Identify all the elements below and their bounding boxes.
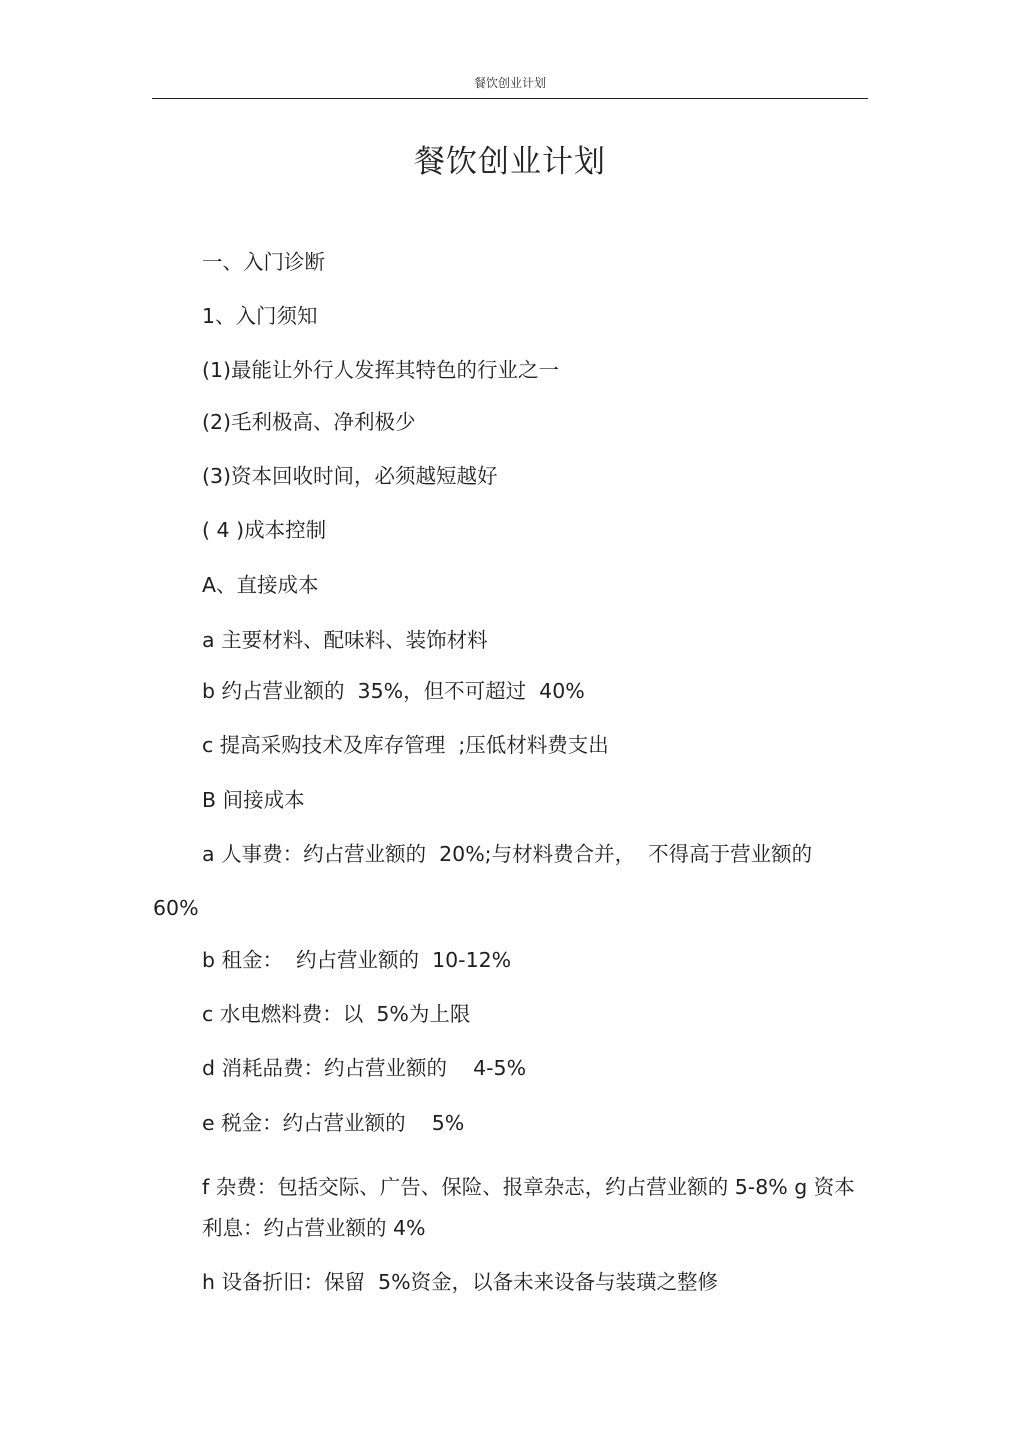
body-line: a 人事费：约占营业额的 20%;与材料费合并， 不得高于营业额的 xyxy=(202,842,813,866)
body-line: (2)毛利极高、净利极少 xyxy=(202,410,416,434)
body-paragraph: f 杂费：包括交际、广告、保险、报章杂志，约占营业额的 5-8% g 资本利息：约占营业额的 4% xyxy=(202,1175,855,1240)
subsection-heading: 1、入门须知 xyxy=(202,304,318,328)
body-line: a 主要材料、配味料、装饰材料 xyxy=(202,628,488,652)
body-line: A、直接成本 xyxy=(202,573,319,597)
body-line: c 提高采购技术及库存管理 ;压低材料费支出 xyxy=(202,733,609,757)
section-heading: 一、入门诊断 xyxy=(202,250,325,274)
body-line: h 设备折旧：保留 5%资金，以备未来设备与装璜之整修 xyxy=(202,1270,719,1294)
body-line: ( 4 )成本控制 xyxy=(202,518,327,542)
body-line-continuation: 60% xyxy=(153,896,199,920)
body-line: b 租金： 约占营业额的 10-12% xyxy=(202,948,512,972)
body-line: d 消耗品费：约占营业额的 4-5% xyxy=(202,1056,527,1080)
body-line: B 间接成本 xyxy=(202,788,305,812)
document-title: 餐饮创业计划 xyxy=(414,144,606,180)
body-line: c 水电燃料费：以 5%为上限 xyxy=(202,1002,471,1026)
body-line: e 税金：约占营业额的 5% xyxy=(202,1111,465,1135)
body-line: (1)最能让外行人发挥其特色的行业之一 xyxy=(202,358,560,382)
body-line: (3)资本回收时间，必须越短越好 xyxy=(202,464,498,488)
header-divider xyxy=(152,98,868,99)
running-header: 餐饮创业计划 xyxy=(473,76,546,90)
body-line: b 约占营业额的 35%，但不可超过 40% xyxy=(202,679,585,703)
